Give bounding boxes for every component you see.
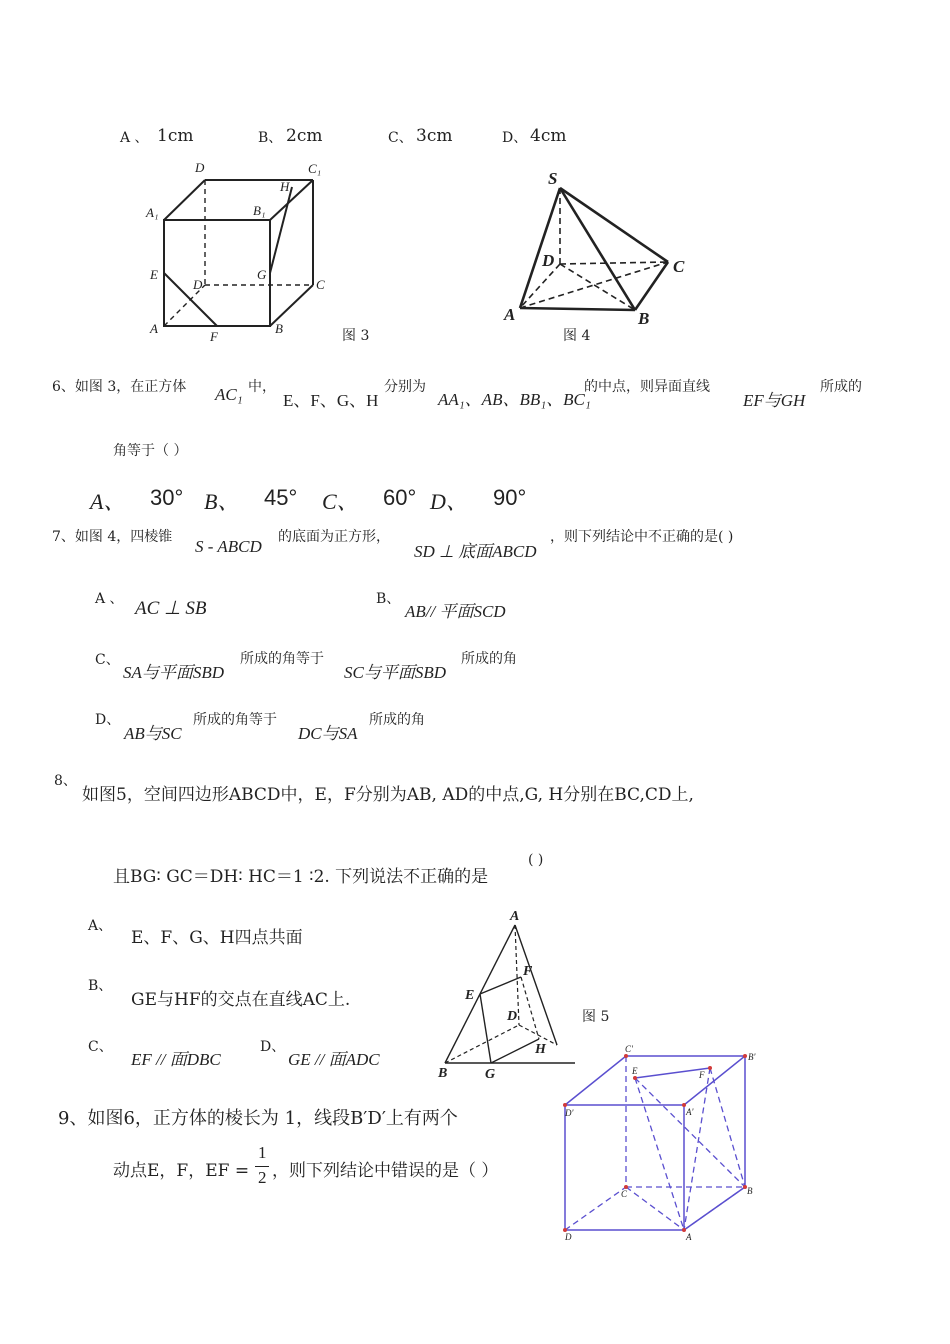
q6-option-c-label: C、 [322,489,359,514]
q9-fraction-bar [255,1166,269,1167]
q6-option-d-label: D、 [430,489,468,514]
q8-stem-line-2: 且BG∶ GC＝DH∶ HC＝1 ∶2. 下列说法不正确的是 [113,867,489,887]
q6-option-d: 90° [493,485,527,510]
figure-4-pyramid [500,160,700,330]
q5-option-b-value: 2cm [286,126,323,146]
q7-option-c-label: C、 [95,652,120,668]
q7-option-d-part-2: 所成的角等于 [193,712,277,728]
q5-option-a-value: 1cm [157,126,194,146]
fig3-label: G [257,267,267,282]
fig6-label: F [699,1070,705,1080]
q8-option-a-label: A、 [88,918,113,934]
q7-option-d-part-4: 所成的角 [369,712,425,728]
q7-stem-part-1: 7、如图 4，四棱锥 [52,529,173,545]
q7-option-c-part-2: 所成的角等于 [240,651,324,667]
q6-stem-part-4: 的中点，则异面直线 [584,379,710,395]
q5-option-a-label: A 、 [120,130,149,146]
q5-option-c-label: C、 [388,130,413,146]
q8-option-c: EF // 面DBC [131,1050,221,1069]
q6-option-c: 60° [383,485,417,510]
fig3-label: A [150,321,158,336]
q6-stem-line-2: 角等于（ ） [113,443,188,459]
q6-cube: AC₁ [215,385,243,404]
q5-option-d-label: D、 [502,130,528,146]
fig4-label: B [638,309,650,328]
fig6-label: C [621,1189,628,1199]
fig5-label: D [507,1009,518,1024]
q8-option-c-label: C、 [88,1039,113,1055]
q9-stem-line-2-part-1: 动点E，F，EF = [113,1161,250,1181]
fig5-label: F [523,964,533,979]
q7-stem-part-2: 的底面为正方形， [278,529,390,545]
fig3-label: D [195,160,205,175]
q7-option-a: AC ⊥ SB [135,598,207,619]
figure-3-caption: 图 3 [342,328,370,344]
q7-option-c-part-3: SC与平面SBD [344,663,446,682]
q9-fraction-denominator: 2 [258,1168,267,1187]
fig6-label: D' [565,1108,574,1118]
q8-option-b: GE与HF的交点在直线AC上. [131,990,351,1010]
q6-option-b-label: B、 [204,489,240,514]
fig3-label: C [316,277,325,292]
q6-stem-part-3: 分别为 [384,379,426,395]
q9-stem-line-1: 9、如图6，正方体的棱长为 1，线段B′D′上有两个 [58,1108,458,1129]
fig3-label: B [275,321,283,336]
q7-option-b: AB// 平面SCD [405,602,506,621]
q9-fraction-numerator: 1 [258,1143,267,1162]
q7-option-c-part-1: SA与平面SBD [123,663,225,682]
q7-condition: SD ⊥ 底面ABCD [414,542,537,561]
fig5-label: B [438,1066,448,1080]
q6-stem-part-2: 中， [248,379,276,395]
figure-3-cube [140,155,340,345]
q5-option-d-value: 4cm [530,126,567,146]
q6-option-a: 30° [150,485,184,510]
q6-edges: AA₁、AB、BB₁、BC₁ [438,390,591,409]
fig3-label: H [280,179,290,194]
fig5-label: H [535,1042,546,1057]
q7-option-a-label: A 、 [95,591,124,607]
q8-option-d-label: D、 [260,1039,286,1055]
q9-stem-line-2-part-2: ，则下列结论中错误的是（ ） [272,1161,499,1181]
q8-option-d: GE // 面ADC [288,1050,380,1069]
fig6-label: A' [686,1107,694,1117]
q8-option-b-label: B、 [88,978,113,994]
fig4-label: A [504,305,516,324]
figure-6-cube [555,1040,775,1250]
fig6-label: D [565,1232,572,1242]
q7-stem-part-3: ，则下列结论中不正确的是( ) [550,529,734,545]
figure-5-caption: 图 5 [582,1009,610,1025]
q5-option-c-value: 3cm [416,126,453,146]
q8-answer-paren: ( ) [528,852,544,868]
fig6-label: A [686,1232,692,1242]
fig3-label: D [193,277,203,292]
fig6-label: C' [625,1044,633,1054]
q8-option-a: E、F、G、H四点共面 [131,928,303,948]
fig3-label: B₁ [253,203,266,218]
q7-option-d-part-1: AB与SC [124,724,182,743]
fig4-label: D [542,251,555,270]
fig4-label: S [548,169,558,188]
q6-stem-part-5: 所成的 [820,379,862,395]
fig5-label: G [485,1067,496,1080]
fig6-label: B [747,1186,753,1196]
fig3-label: E [150,267,158,282]
fig6-label: B' [748,1052,756,1062]
q5-option-b-label: B、 [258,130,283,146]
fig3-label: A₁ [146,205,159,220]
fig3-label: C₁ [308,161,322,176]
fig3-label: F [210,329,218,344]
q6-option-b: 45° [264,485,298,510]
q6-option-a-label: A、 [90,489,126,514]
q7-pyramid: S - ABCD [195,537,262,556]
fig5-label: E [465,988,475,1003]
q6-points: E、F、G、H [283,391,379,410]
q6-lines: EF与GH [743,391,806,410]
q6-stem-part-1: 6、如图 3，在正方体 [52,379,187,395]
q8-stem-line-1: 如图5，空间四边形ABCD中，E，F分别为AB, AD的中点,G, H分别在BC,CD上, [82,785,694,805]
fig6-label: E [632,1066,638,1076]
figure-5-tetrahedron [435,905,575,1080]
q7-option-d-part-3: DC与SA [298,724,358,743]
fig4-label: C [673,257,685,276]
q7-option-b-label: B、 [376,591,401,607]
q8-number: 8、 [54,773,77,789]
fig5-label: A [510,909,520,924]
figure-4-caption: 图 4 [563,328,591,344]
q7-option-c-part-4: 所成的角 [461,651,517,667]
q7-option-d-label: D、 [95,712,121,728]
